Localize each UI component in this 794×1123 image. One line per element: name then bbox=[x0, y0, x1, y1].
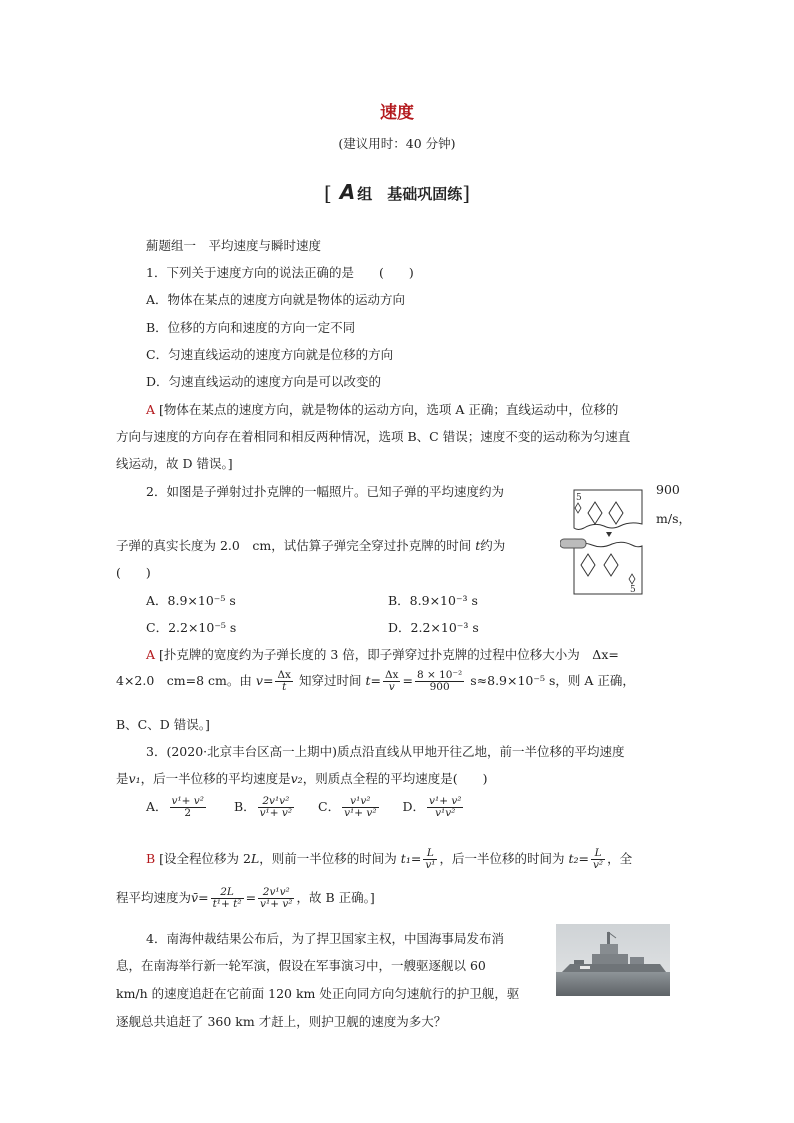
q2-explanation-line1: A [扑克牌的宽度约为子弹长度的 3 倍，即子弹穿过扑克牌的过程中位移大小为 Δx= bbox=[146, 647, 619, 662]
q1-option-a: A．物体在某点的速度方向就是物体的运动方向 bbox=[146, 292, 406, 307]
q4-line1: 4．南海仲裁结果公布后，为了捍卫国家主权，中国海事局发布消 bbox=[146, 931, 504, 946]
group-heading bbox=[0, 180, 794, 204]
q3-answer: B bbox=[146, 851, 156, 867]
q1-explanation-line3: 线运动，故 D 错误。] bbox=[116, 456, 233, 471]
q2-speed-unit: m/s， bbox=[656, 511, 691, 526]
page-title: 速度 bbox=[380, 103, 414, 123]
q2-fraction-dx-v: $\frac{\Delta x}{v}$ bbox=[384, 669, 399, 694]
q1-answer: A bbox=[146, 402, 156, 417]
q2-stem-line3: ( ) bbox=[116, 565, 151, 580]
bracket-open: [ bbox=[323, 181, 332, 205]
q2-option-a: A．8.9×10⁻⁵ s bbox=[146, 593, 236, 608]
q2-explanation-line3: B、C、D 错误。] bbox=[116, 717, 210, 732]
q3-explanation-line2: 程平均速度为v̄= $\frac{2L}{\text{t¹+ t²}}$ = $\frac{\text{2v¹v²}}{\text{v¹+ v²}}$ ，故 B 正确。] bbox=[116, 886, 375, 911]
q2-fraction-numeric: $\frac{\text{8 × 10⁻²}}{900}$ bbox=[416, 669, 463, 694]
q2-answer: A bbox=[146, 647, 156, 662]
q3-stem-line2: 是v₁，后一半位移的平均速度是v₂，则质点全程的平均速度是( ) bbox=[116, 771, 488, 786]
q1-option-b: B．位移的方向和速度的方向一定不同 bbox=[146, 320, 356, 335]
q1-stem: 1．下列关于速度方向的说法正确的是 ( ) bbox=[146, 265, 414, 280]
bullet-shape bbox=[560, 539, 586, 548]
q2-option-d: D．2.2×10⁻³ s bbox=[388, 620, 479, 635]
suggested-time: (建议用时：40 分钟) bbox=[338, 136, 456, 151]
q3-option-a: A． $\frac{\text{v¹+ v²}}{2}$ bbox=[146, 795, 204, 820]
playing-card-figure bbox=[560, 488, 652, 596]
card-rank-bottom: 5 bbox=[630, 585, 636, 595]
q4-line3: km/h 的速度追赶在它前面 120 km 处正向同方向匀速航行的护卫舰，驱 bbox=[116, 986, 520, 1001]
playing-card-svg bbox=[560, 488, 652, 596]
q2-explanation-line2: 4×2.0 cm=8 cm。由 v= $\frac{\Delta x}{t}$ 知穿过时间 t= $\frac{\Delta x}{v}$ = $\frac{\text{8 × 10⁻²}}{900}$ s≈8.9×10⁻⁵ s，则 A 正确， bbox=[116, 669, 635, 694]
q2-stem-line2: 子弹的真实长度为 2.0 cm，试估算子弹完全穿过扑克牌的时间 t约为 bbox=[116, 538, 506, 553]
q3-stem-line1: 3．(2020·北京丰台区高一上期中)质点沿直线从甲地开往乙地，前一半位移的平均速度 bbox=[146, 744, 625, 759]
q3-explanation-line1: B [设全程位移为 2L，则前一半位移的时间为 t₁= $\frac{L}{\text{v¹}}$ ，后一半位移的时间为 t₂= $\frac{L}{\text{v²}}$ ，全 bbox=[146, 847, 633, 872]
topic-heading: 薊题组一 平均速度与瞬时速度 bbox=[146, 238, 322, 253]
group-label: 组 基础巩固练 bbox=[357, 185, 463, 203]
q2-option-b: B．8.9×10⁻³ s bbox=[388, 593, 478, 608]
group-letter: A bbox=[339, 180, 356, 204]
q1-option-d: D．匀速直线运动的速度方向是可以改变的 bbox=[146, 374, 382, 389]
card-rank-top: 5 bbox=[576, 493, 582, 503]
q2-fraction-dx-dt: $\frac{\Delta x}{t}$ bbox=[277, 669, 291, 694]
q1-option-c: C．匀速直线运动的速度方向就是位移的方向 bbox=[146, 347, 394, 362]
q2-speed-value: 900 bbox=[656, 482, 680, 497]
warship-photo bbox=[556, 924, 670, 996]
q3-option-b: B． $\frac{\text{2v¹v²}}{\text{v¹+ v²}}$ bbox=[233, 795, 293, 820]
q1-explanation-line1: A [物体在某点的速度方向，就是物体的运动方向，选项 A 正确；直线运动中，位移的 bbox=[146, 402, 619, 417]
q2-stem-line1: 2．如图是子弹射过扑克牌的一幅照片。已知子弹的平均速度约为 bbox=[146, 484, 504, 499]
q3-options bbox=[146, 796, 465, 819]
q3-option-d: D． $\frac{\text{v¹+ v²}}{\text{v¹v²}}$ bbox=[402, 795, 462, 820]
bracket-close: ] bbox=[462, 181, 471, 205]
q4-line2: 息，在南海举行新一轮军演，假设在军事演习中，一艘驱逐舰以 60 bbox=[116, 958, 486, 973]
q2-option-c: C．2.2×10⁻⁵ s bbox=[146, 620, 237, 635]
q1-explanation-line2: 方向与速度的方向存在着相同和相反两种情况，选项 B、C 错误；速度不变的运动称为匀速直 bbox=[116, 429, 631, 444]
q3-option-c: C． $\frac{\text{v¹v²}}{\text{v¹+ v²}}$ bbox=[318, 795, 377, 820]
q4-line4: 逐舰总共追赶了 360 km 才赶上，则护卫舰的速度为多大？ bbox=[116, 1014, 447, 1029]
